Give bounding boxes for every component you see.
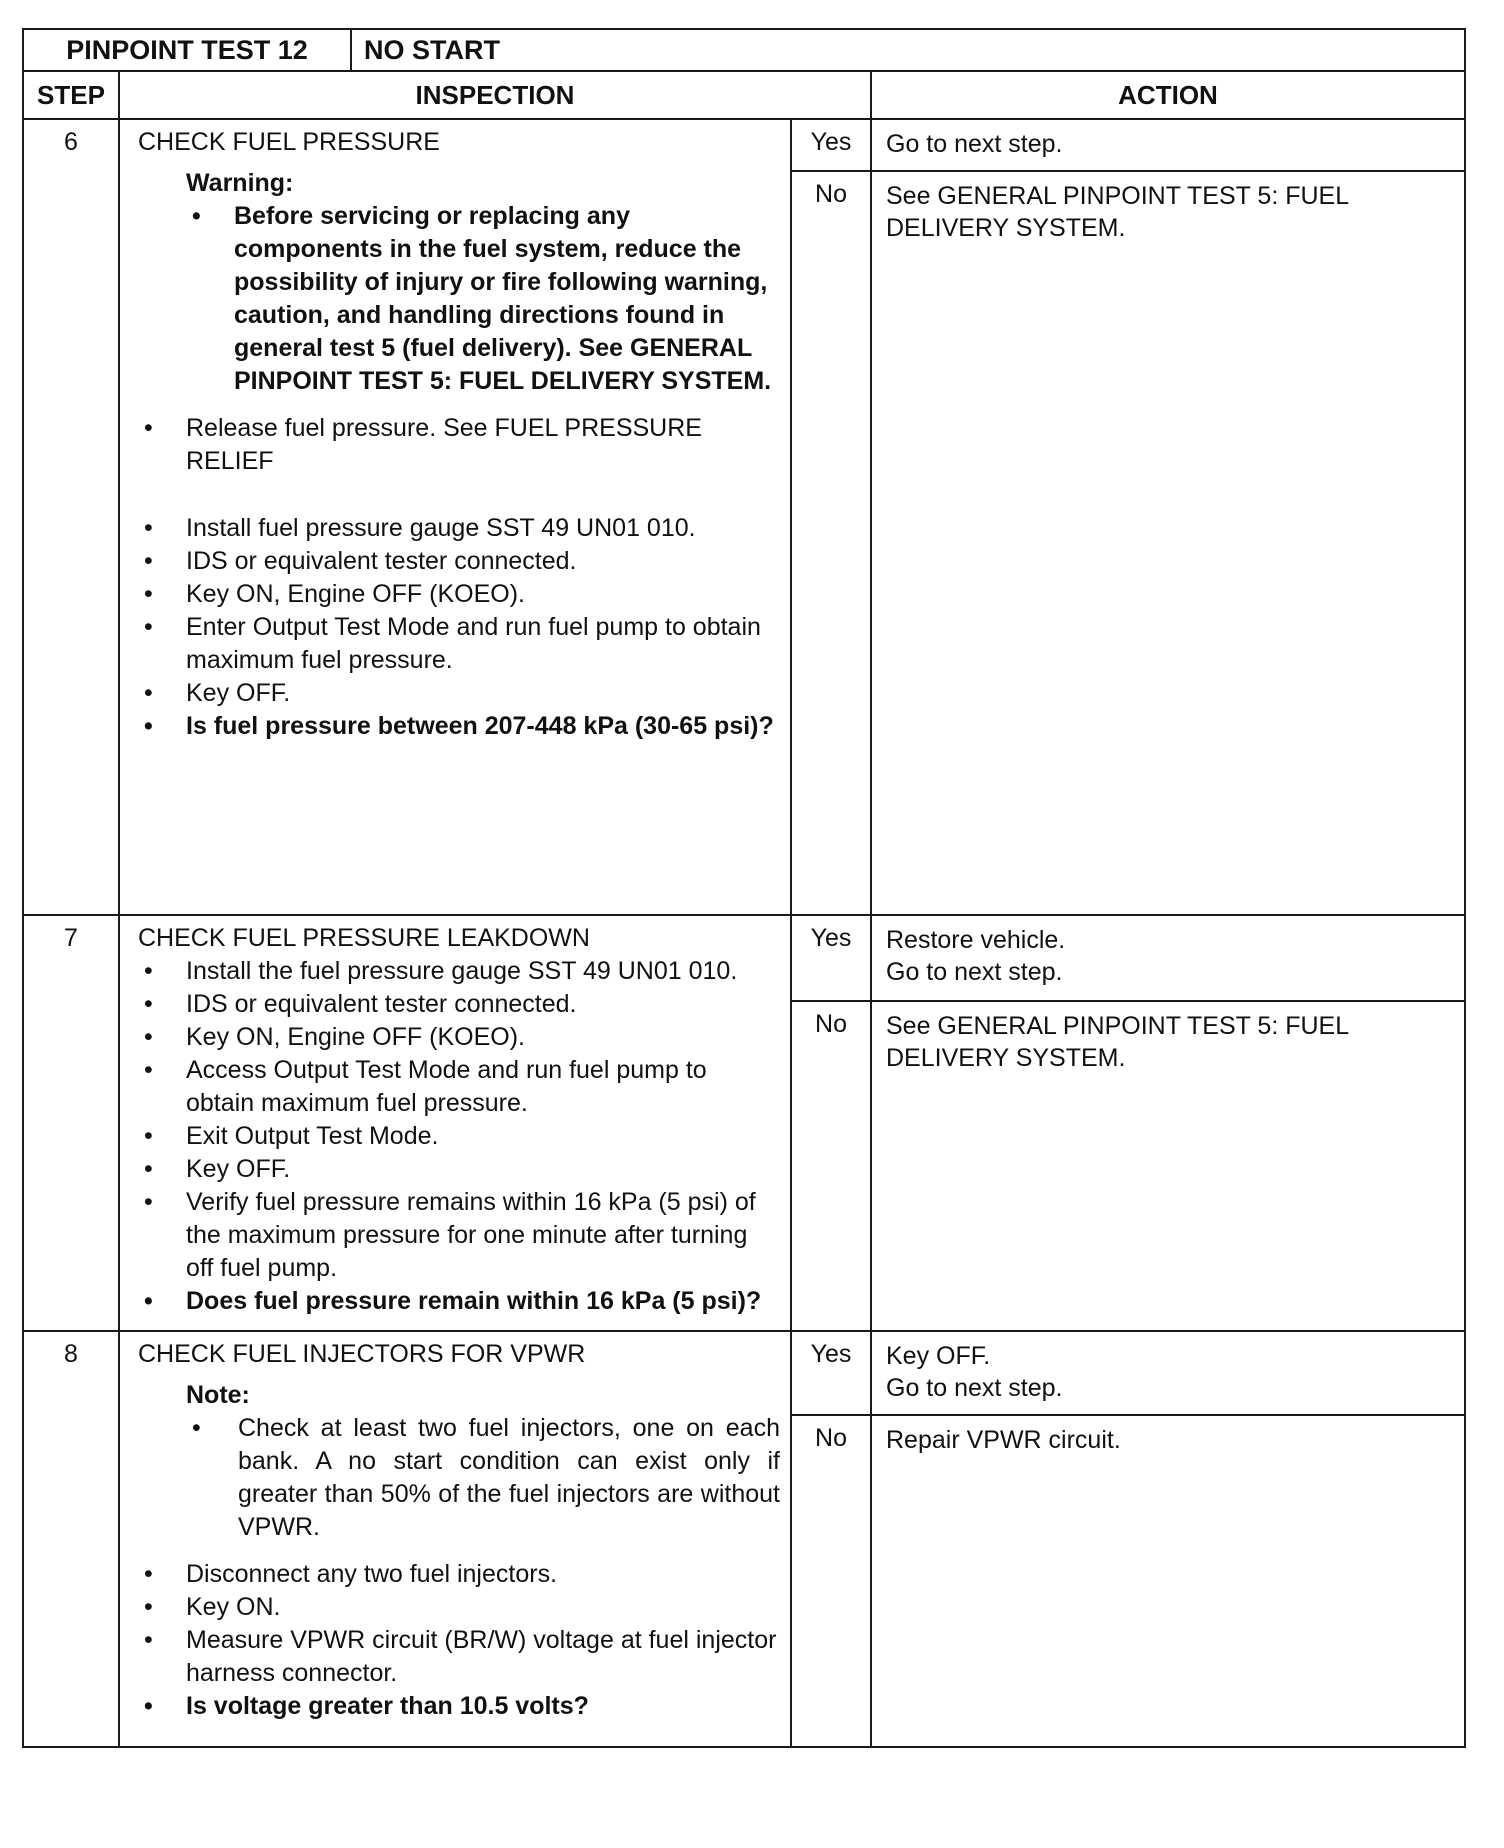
yes-action xyxy=(871,915,1465,1001)
step-7-inspection xyxy=(119,915,791,1331)
pinpoint-test-table xyxy=(22,28,1466,1748)
list-item: • Verify fuel pressure remains within 16 kPa (5 psi) of the maximum pressure for one minute after turning off fuel pump. xyxy=(138,1186,780,1285)
step-7-bullets xyxy=(138,955,780,1318)
step-6-bullets-b xyxy=(138,512,780,743)
list-item-question: • Does fuel pressure remain within 16 kPa (5 psi)? xyxy=(138,1285,780,1318)
list-item: • Enter Output Test Mode and run fuel pump to obtain maximum fuel pressure. xyxy=(138,611,780,677)
test-id: PINPOINT TEST 12 xyxy=(23,29,351,71)
list-item: • Key ON, Engine OFF (KOEO). xyxy=(138,1021,780,1054)
inspection-column-header: INSPECTION xyxy=(119,71,871,119)
step-title: CHECK FUEL PRESSURE LEAKDOWN xyxy=(138,924,590,952)
list-item: • Install the fuel pressure gauge SST 49 UN01 010. xyxy=(138,955,780,988)
test-header-row xyxy=(23,29,1465,71)
step-8-yes-row xyxy=(23,1331,1465,1415)
no-action: See GENERAL PINPOINT TEST 5: FUEL DELIVERY SYSTEM. xyxy=(871,171,1465,915)
step-7-yes-row xyxy=(23,915,1465,1001)
no-label: No xyxy=(791,1001,871,1331)
yes-action: Go to next step. xyxy=(871,119,1465,171)
step-title: CHECK FUEL PRESSURE xyxy=(138,128,440,156)
yes-action-line: Go to next step. xyxy=(886,958,1063,986)
list-item: • Key ON. xyxy=(138,1591,780,1624)
step-6-inspection xyxy=(119,119,791,915)
step-number: 6 xyxy=(23,119,119,915)
step-6-bullets-a xyxy=(138,412,780,478)
list-item: • Install fuel pressure gauge SST 49 UN01 010. xyxy=(138,512,780,545)
list-item: • Key OFF. xyxy=(138,677,780,710)
list-item: • Exit Output Test Mode. xyxy=(138,1120,780,1153)
list-item: • Measure VPWR circuit (BR/W) voltage at fuel injector harness connector. xyxy=(138,1624,780,1690)
yes-action-line: Key OFF. xyxy=(886,1342,991,1370)
yes-label: Yes xyxy=(791,119,871,171)
column-header-row xyxy=(23,71,1465,119)
list-item: • Disconnect any two fuel injectors. xyxy=(138,1558,780,1591)
no-action: Repair VPWR circuit. xyxy=(871,1415,1465,1747)
no-label: No xyxy=(791,171,871,915)
no-label: No xyxy=(791,1415,871,1747)
warning-list xyxy=(186,200,780,398)
step-column-header: STEP xyxy=(23,71,119,119)
warning-label: Warning: xyxy=(186,169,294,197)
warning-text: • Before servicing or replacing any components in the fuel system, reduce the possibility of injury or fire following warning, caution, and handling directions found in general test 5 (fuel delivery). See GENERAL PINPOINT TEST 5: FUEL DELIVERY SYSTEM. xyxy=(186,200,780,398)
warning-block xyxy=(186,167,780,398)
list-item: • IDS or equivalent tester connected. xyxy=(138,988,780,1021)
action-column-header: ACTION xyxy=(871,71,1465,119)
list-item: • Access Output Test Mode and run fuel pump to obtain maximum fuel pressure. xyxy=(138,1054,780,1120)
yes-label: Yes xyxy=(791,1331,871,1415)
step-number: 7 xyxy=(23,915,119,1331)
note-label: Note: xyxy=(186,1381,250,1409)
no-action: See GENERAL PINPOINT TEST 5: FUEL DELIVERY SYSTEM. xyxy=(871,1001,1465,1331)
note-list xyxy=(186,1412,780,1544)
step-8-bullets xyxy=(138,1558,780,1723)
step-title: CHECK FUEL INJECTORS FOR VPWR xyxy=(138,1340,586,1368)
step-8-inspection xyxy=(119,1331,791,1747)
list-item: • Release fuel pressure. See FUEL PRESSURE RELIEF xyxy=(138,412,780,478)
step-number: 8 xyxy=(23,1331,119,1747)
test-name: NO START xyxy=(351,29,1465,71)
list-item: • Key ON, Engine OFF (KOEO). xyxy=(138,578,780,611)
step-6-yes-row xyxy=(23,119,1465,171)
list-item: • Key OFF. xyxy=(138,1153,780,1186)
yes-action-line: Go to next step. xyxy=(886,1374,1063,1402)
list-item-question: • Is fuel pressure between 207-448 kPa (30-65 psi)? xyxy=(138,710,780,743)
pinpoint-test-document xyxy=(22,28,1464,1748)
list-item-question: • Is voltage greater than 10.5 volts? xyxy=(138,1690,780,1723)
note-text: • Check at least two fuel injectors, one on each bank. A no start condition can exist only if greater than 50% of the fuel injectors are without VPWR. xyxy=(186,1412,780,1544)
note-block xyxy=(186,1379,780,1544)
yes-label: Yes xyxy=(791,915,871,1001)
yes-action xyxy=(871,1331,1465,1415)
list-item: • IDS or equivalent tester connected. xyxy=(138,545,780,578)
yes-action-line: Restore vehicle. xyxy=(886,926,1066,954)
